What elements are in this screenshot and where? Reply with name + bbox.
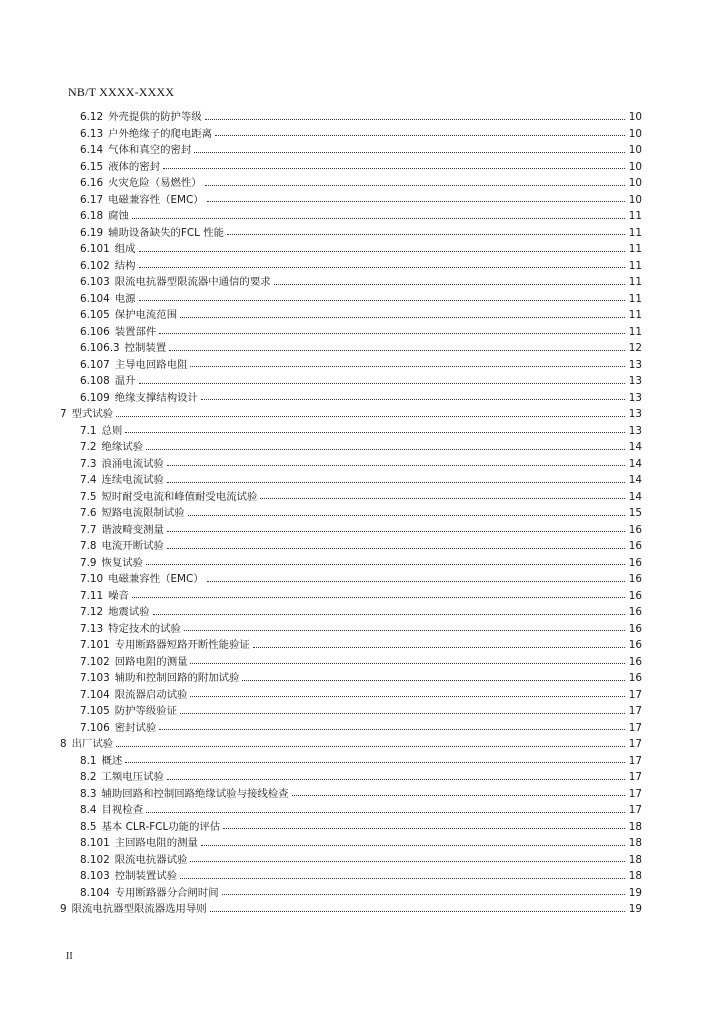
dot-leader: [205, 118, 625, 120]
toc-entry[interactable]: [60, 225, 642, 242]
dot-leader: [184, 629, 625, 631]
dot-leader: [260, 497, 625, 499]
toc-entry[interactable]: [60, 885, 642, 902]
dot-leader: [146, 811, 625, 813]
toc-entry-title: 恢复试验: [101, 556, 144, 569]
toc-entry-page: 17: [628, 721, 642, 734]
dot-leader: [274, 283, 625, 285]
dot-leader: [167, 547, 625, 549]
toc-entry-number: 7.12: [80, 606, 104, 618]
toc-entry[interactable]: [60, 307, 642, 324]
toc-entry-title: 组成: [114, 243, 136, 255]
toc-entry-title: 电流开断试验: [101, 540, 164, 552]
toc-entry[interactable]: [60, 604, 642, 621]
toc-entry-number: 7.101: [80, 639, 110, 651]
toc-entry[interactable]: [60, 456, 642, 473]
toc-entry[interactable]: [60, 687, 642, 704]
toc-entry-title: 主回路电阻的测量: [114, 837, 198, 849]
toc-entry-title: 控制装置: [124, 342, 167, 354]
toc-entry[interactable]: [60, 786, 642, 803]
dot-leader: [201, 844, 625, 846]
toc-entry-number: 6.12: [80, 111, 104, 123]
toc-entry[interactable]: [60, 109, 642, 126]
toc-entry-title: 绝缘试验: [101, 441, 144, 453]
toc-entry-page: 19: [628, 903, 642, 915]
toc-entry-number: 6.101: [80, 243, 110, 255]
toc-entry-page: 17: [628, 804, 642, 816]
toc-entry-title: 电磁兼容性（EMC）: [108, 193, 204, 206]
toc-entry[interactable]: [60, 258, 642, 275]
toc-entry-number: 8.101: [80, 837, 110, 849]
toc-entry-title: 限流器启动试验: [114, 688, 188, 701]
dot-leader: [159, 332, 625, 334]
toc-entry[interactable]: [60, 159, 642, 176]
toc-entry-page: 10: [628, 177, 642, 189]
toc-entry-number: 9: [60, 903, 67, 915]
toc-entry-title: 辅助和控制回路的附加试验: [114, 672, 240, 684]
toc-entry-title: 保护电流范围: [114, 309, 178, 321]
toc-entry[interactable]: [60, 538, 642, 555]
dot-leader: [190, 695, 625, 697]
toc-entry-number: 7.13: [80, 622, 104, 635]
toc-entry-page: 12: [628, 342, 642, 354]
toc-entry-number: 6.104: [80, 292, 110, 305]
toc-entry[interactable]: [60, 720, 642, 737]
toc-entry-page: 11: [628, 226, 642, 239]
dot-leader: [253, 646, 625, 648]
toc-entry-title: 专用断路器分合闸时间: [114, 886, 219, 899]
toc-entry[interactable]: [60, 192, 642, 209]
toc-entry-number: 6.16: [80, 177, 104, 189]
toc-entry-page: 16: [628, 573, 642, 585]
toc-entry-title: 主导电回路电阻: [114, 358, 188, 371]
toc-entry-number: 7.2: [80, 441, 97, 453]
toc-entry-number: 6.108: [80, 375, 110, 387]
dot-leader: [223, 827, 625, 829]
dot-leader: [163, 167, 625, 169]
toc-entry-page: 13: [628, 375, 642, 387]
toc-entry-number: 8.5: [80, 820, 97, 833]
toc-entry-title: 总则: [101, 424, 123, 437]
toc-entry[interactable]: [60, 621, 642, 638]
toc-entry[interactable]: [60, 637, 642, 654]
toc-entry-number: 6.106: [80, 325, 110, 338]
toc-entry[interactable]: [60, 571, 642, 588]
toc-entry-number: 7: [60, 408, 67, 420]
dot-leader: [159, 728, 625, 730]
toc-entry-page: 10: [628, 193, 642, 206]
toc-entry-title: 辅助设备缺失的FCL 性能: [108, 226, 224, 239]
dot-leader: [190, 860, 625, 862]
toc-entry-title: 连续电流试验: [101, 474, 164, 486]
toc-entry-page: 17: [628, 688, 642, 701]
toc-entry[interactable]: [60, 274, 642, 291]
toc-entry-title: 户外绝缘子的爬电距离: [108, 127, 213, 140]
toc-entry-page: 14: [628, 490, 642, 503]
toc-entry-number: 8.3: [80, 787, 97, 800]
toc-entry-page: 11: [628, 292, 642, 305]
toc-entry-page: 16: [628, 523, 642, 536]
toc-entry-number: 6.106.3: [80, 342, 120, 354]
dot-leader: [190, 662, 625, 664]
table-of-contents: [60, 109, 642, 918]
dot-leader: [125, 431, 625, 433]
toc-entry-title: 密封试验: [114, 721, 157, 734]
toc-entry-page: 16: [628, 672, 642, 684]
toc-entry-number: 8.102: [80, 853, 110, 866]
dot-leader: [292, 794, 625, 796]
toc-entry-title: 气体和真空的密封: [108, 144, 192, 156]
toc-entry-page: 18: [628, 870, 642, 882]
dot-leader: [146, 563, 625, 565]
toc-entry-title: 防护等级验证: [114, 705, 178, 717]
toc-entry-number: 6.109: [80, 391, 110, 404]
dot-leader: [215, 134, 625, 136]
toc-entry-page: 19: [628, 886, 642, 899]
toc-entry[interactable]: [60, 340, 642, 357]
dot-leader: [167, 481, 625, 483]
toc-entry-page: 11: [628, 276, 642, 288]
toc-entry-number: 7.10: [80, 573, 104, 585]
toc-entry-number: 7.5: [80, 490, 97, 503]
toc-entry[interactable]: [60, 736, 642, 753]
toc-entry-page: 16: [628, 589, 642, 602]
toc-entry-page: 15: [628, 507, 642, 519]
dot-leader: [207, 200, 625, 202]
toc-entry-page: 17: [628, 787, 642, 800]
dot-leader: [146, 448, 625, 450]
toc-entry[interactable]: [60, 439, 642, 456]
toc-entry[interactable]: [60, 852, 642, 869]
toc-entry-number: 7.3: [80, 457, 97, 470]
toc-entry[interactable]: [60, 670, 642, 687]
dot-leader: [125, 761, 625, 763]
toc-entry-number: 7.9: [80, 556, 97, 569]
toc-entry-page: 13: [628, 424, 642, 437]
toc-entry-page: 11: [628, 259, 642, 272]
toc-entry[interactable]: [60, 208, 642, 225]
toc-entry[interactable]: [60, 472, 642, 489]
toc-entry-number: 6.18: [80, 210, 104, 222]
dot-leader: [180, 712, 625, 714]
dot-leader: [210, 910, 625, 912]
toc-entry-number: 7.11: [80, 589, 104, 602]
toc-entry[interactable]: [60, 241, 642, 258]
toc-entry[interactable]: [60, 390, 642, 407]
toc-entry[interactable]: [60, 901, 642, 918]
toc-entry-number: 7.1: [80, 424, 97, 437]
dot-leader: [207, 580, 625, 582]
dot-leader: [194, 151, 625, 153]
toc-entry-number: 7.7: [80, 523, 97, 536]
toc-entry-number: 7.102: [80, 655, 110, 668]
toc-entry[interactable]: [60, 753, 642, 770]
toc-entry-page: 17: [628, 738, 642, 750]
toc-entry[interactable]: [60, 802, 642, 819]
dot-leader: [180, 877, 625, 879]
toc-entry-page: 11: [628, 325, 642, 338]
toc-entry[interactable]: [60, 654, 642, 671]
toc-entry-title: 工频电压试验: [101, 771, 164, 783]
toc-entry[interactable]: [60, 175, 642, 192]
toc-entry-page: 10: [628, 160, 642, 173]
toc-entry-number: 6.19: [80, 226, 104, 239]
dot-leader: [227, 233, 625, 235]
toc-entry-page: 16: [628, 639, 642, 651]
toc-entry-page: 16: [628, 655, 642, 668]
toc-entry-number: 7.4: [80, 474, 97, 486]
toc-entry-page: 14: [628, 457, 642, 470]
toc-entry-title: 绝缘支撑结构设计: [114, 391, 198, 404]
toc-entry-title: 装置部件: [114, 325, 157, 338]
dot-leader: [222, 893, 625, 895]
toc-entry-title: 限流电抗器试验: [114, 853, 188, 866]
toc-entry-title: 特定技术的试验: [108, 622, 181, 635]
toc-entry-page: 18: [628, 853, 642, 866]
toc-entry-page: 10: [628, 127, 642, 140]
dot-leader: [167, 464, 625, 466]
toc-entry[interactable]: [60, 324, 642, 341]
dot-leader: [116, 745, 625, 747]
toc-entry[interactable]: [60, 357, 642, 374]
toc-entry-page: 13: [628, 391, 642, 404]
toc-entry-page: 10: [628, 144, 642, 156]
toc-entry-page: 18: [628, 820, 642, 833]
toc-entry-title: 短时耐受电流和峰值耐受电流试验: [101, 490, 258, 503]
toc-entry-title: 液体的密封: [108, 160, 161, 173]
toc-entry-number: 6.13: [80, 127, 104, 140]
toc-entry-title: 目视检查: [101, 804, 144, 816]
toc-entry[interactable]: [60, 819, 642, 836]
dot-leader: [201, 398, 625, 400]
toc-entry[interactable]: [60, 522, 642, 539]
toc-entry-page: 11: [628, 243, 642, 255]
toc-entry[interactable]: [60, 142, 642, 159]
dot-leader: [132, 217, 625, 219]
toc-entry-title: 腐蚀: [108, 210, 129, 222]
toc-entry-title: 噪音: [108, 589, 129, 602]
dot-leader: [205, 184, 625, 186]
toc-entry-title: 浪涌电流试验: [101, 457, 164, 470]
toc-entry-number: 6.103: [80, 276, 110, 288]
toc-entry-number: 6.102: [80, 259, 110, 272]
dot-leader: [169, 349, 625, 351]
toc-entry[interactable]: [60, 406, 642, 423]
toc-entry-title: 出厂试验: [71, 738, 114, 750]
dot-leader: [167, 530, 625, 532]
toc-entry-number: 7.103: [80, 672, 110, 684]
toc-entry-page: 14: [628, 474, 642, 486]
dot-leader: [153, 613, 625, 615]
toc-entry-title: 电磁兼容性（EMC）: [108, 573, 204, 585]
dot-leader: [167, 778, 625, 780]
dot-leader: [139, 382, 625, 384]
toc-entry-page: 16: [628, 606, 642, 618]
toc-entry-page: 11: [628, 210, 642, 222]
dot-leader: [190, 365, 625, 367]
toc-entry-number: 8.104: [80, 886, 110, 899]
toc-entry-number: 8.103: [80, 870, 110, 882]
toc-entry-title: 谐波畸变测量: [101, 523, 164, 536]
toc-entry[interactable]: [60, 489, 642, 506]
toc-entry-title: 地震试验: [108, 606, 150, 618]
toc-entry-number: 6.105: [80, 309, 110, 321]
toc-entry-number: 6.107: [80, 358, 110, 371]
toc-entry-title: 型式试验: [71, 408, 114, 420]
toc-entry-title: 回路电阻的测量: [114, 655, 188, 668]
toc-entry-title: 电源: [114, 292, 136, 305]
toc-entry-page: 13: [628, 408, 642, 420]
toc-entry-title: 结构: [114, 259, 136, 272]
page-number-footer: II: [66, 951, 73, 962]
toc-entry-page: 14: [628, 441, 642, 453]
toc-entry-page: 17: [628, 705, 642, 717]
toc-entry-number: 7.105: [80, 705, 110, 717]
dot-leader: [180, 316, 625, 318]
toc-entry-page: 17: [628, 754, 642, 767]
toc-entry-number: 7.6: [80, 507, 97, 519]
toc-entry[interactable]: [60, 126, 642, 143]
toc-entry-page: 11: [628, 309, 642, 321]
toc-entry-page: 18: [628, 837, 642, 849]
toc-entry[interactable]: [60, 703, 642, 720]
toc-entry[interactable]: [60, 588, 642, 605]
toc-entry[interactable]: [60, 291, 642, 308]
toc-entry[interactable]: [60, 769, 642, 786]
dot-leader: [139, 266, 625, 268]
toc-entry-title: 辅助回路和控制回路绝缘试验与接线检查: [101, 787, 289, 800]
toc-entry-page: 17: [628, 771, 642, 783]
toc-entry-title: 概述: [101, 754, 123, 767]
toc-entry-title: 短路电流限制试验: [101, 507, 185, 519]
toc-entry-number: 8.2: [80, 771, 97, 783]
toc-entry-number: 7.104: [80, 688, 110, 701]
toc-entry[interactable]: [60, 555, 642, 572]
toc-entry-title: 控制装置试验: [114, 870, 178, 882]
toc-entry-title: 限流电抗器型限流器选用导则: [71, 903, 207, 915]
toc-entry-page: 16: [628, 540, 642, 552]
toc-entry-number: 6.15: [80, 160, 104, 173]
toc-entry-title: 温升: [114, 375, 136, 387]
page-header: NB/T XXXX-XXXX: [68, 85, 175, 99]
toc-entry-title: 外壳提供的防护等级: [108, 111, 202, 123]
toc-entry-page: 16: [628, 622, 642, 635]
toc-entry-number: 6.14: [80, 144, 104, 156]
toc-entry-title: 基本 CLR-FCL功能的评估: [101, 820, 221, 833]
toc-entry-page: 16: [628, 556, 642, 569]
toc-entry[interactable]: [60, 423, 642, 440]
dot-leader: [116, 415, 625, 417]
toc-entry-number: 8: [60, 738, 67, 750]
dot-leader: [139, 250, 625, 252]
toc-entry[interactable]: [60, 868, 642, 885]
toc-entry-title: 火灾危险（易燃性）: [108, 177, 202, 189]
toc-entry-number: 6.17: [80, 193, 104, 206]
toc-entry-title: 专用断路器短路开断性能验证: [114, 639, 250, 651]
toc-entry[interactable]: [60, 835, 642, 852]
toc-entry-number: 7.106: [80, 721, 110, 734]
dot-leader: [242, 679, 625, 681]
toc-entry[interactable]: [60, 505, 642, 522]
dot-leader: [188, 514, 625, 516]
toc-entry-page: 13: [628, 358, 642, 371]
toc-entry-title: 限流电抗器型限流器中通信的要求: [114, 276, 271, 288]
dot-leader: [139, 299, 625, 301]
dot-leader: [132, 596, 625, 598]
toc-entry[interactable]: [60, 373, 642, 390]
toc-entry-number: 8.1: [80, 754, 97, 767]
toc-entry-page: 10: [628, 111, 642, 123]
toc-entry-number: 7.8: [80, 540, 97, 552]
toc-entry-number: 8.4: [80, 804, 97, 816]
